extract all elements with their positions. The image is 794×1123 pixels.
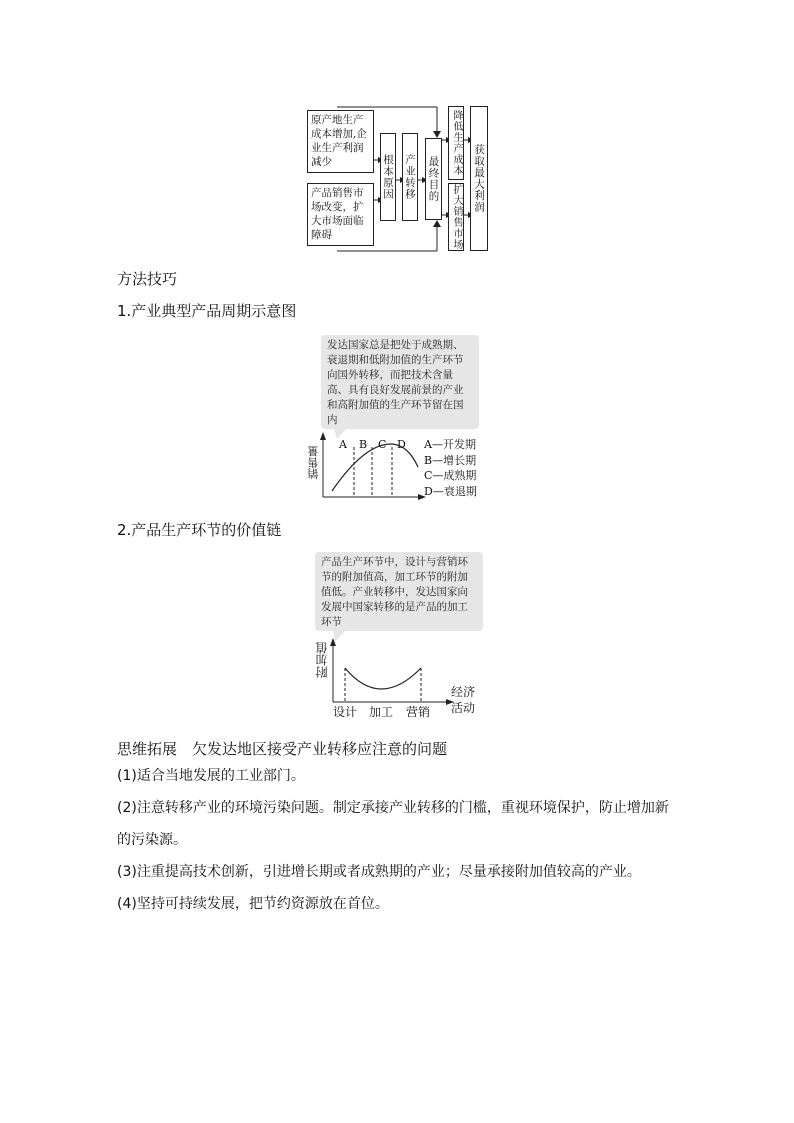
cause-market-text: 产品销售市场改变，扩大市场面临障碍 — [311, 187, 364, 241]
valuechain-figure — [305, 550, 495, 722]
reduce-cost-box — [448, 106, 464, 180]
expand-market-text: 扩大销售市场 — [451, 184, 462, 250]
phase-label-c: C — [378, 438, 387, 451]
thinking-item: (3)注重提高技术创新，引进增长期或者成熟期的产业；尽量承接附加值较高的产业。 — [117, 864, 641, 880]
section-methods-heading: 方法技巧 — [117, 270, 178, 288]
thinking-list — [117, 760, 682, 920]
x-tick-processing: 加工 — [369, 705, 394, 719]
x-label-line1: 经济 — [451, 685, 476, 699]
lifecycle-figure — [290, 333, 500, 503]
final-purpose-text: 最终目的 — [427, 156, 440, 202]
valuechain-y-label: 附加值 — [315, 642, 329, 678]
valuechain-callout-text: 产品生产环节中，设计与营销环节的附加值高，加工环节的附加值低。产业转移中，发达国家向发展中国家转移的是产品的加工环节 — [321, 556, 468, 628]
legend-item: C—成熟期 — [424, 469, 477, 482]
x-tick-design: 设计 — [333, 705, 358, 719]
phase-label-b: B — [359, 438, 368, 451]
root-cause-text: 根本原因 — [382, 154, 394, 200]
legend-item: D—衰退期 — [424, 484, 477, 498]
industry-transfer-box — [402, 133, 418, 221]
industry-transfer-text: 产业转移 — [404, 154, 416, 200]
phase-label-a: A — [339, 438, 347, 451]
root-cause-box — [380, 133, 396, 221]
thinking-title: 思维拓展 欠发达地区接受产业转移应注意的问题 — [117, 740, 448, 758]
reduce-cost-text: 降低生产成本 — [451, 110, 462, 176]
lifecycle-y-label: 销售量 — [307, 446, 320, 479]
thinking-item: (1)适合当地发展的工业部门。 — [117, 768, 305, 784]
max-profit-text: 获取最大利润 — [473, 144, 485, 213]
lifecycle-callout-text: 发达国家总是把处于成熟期、衰退期和低附加值的生产环节向国外转移，而把技术含量高、具有良好发展前景的产业和高附加值的生产环节留在国内 — [327, 339, 464, 426]
valuechain-x-label — [451, 684, 475, 716]
cause-cost-box — [307, 110, 374, 173]
cause-market-box — [307, 183, 374, 246]
x-tick-marketing: 营销 — [406, 705, 431, 719]
phase-label-d: D — [397, 438, 406, 451]
cause-cost-text: 原产地生产成本增加,企业生产利润减少 — [311, 114, 367, 168]
legend-item: A—开发期 — [424, 438, 476, 451]
item1-title: 1.产业典型产品周期示意图 — [117, 302, 297, 320]
lifecycle-legend — [424, 437, 477, 499]
thinking-item: (4)坚持可持续发展，把节约资源放在首位。 — [117, 896, 389, 912]
legend-item: B—增长期 — [424, 453, 477, 467]
thinking-item: (2)注意转移产业的环境污染问题。制定承接产业转移的门槛，重视环境保护，防止增加新的污染源。 — [117, 800, 669, 848]
x-label-line2: 活动 — [451, 701, 476, 715]
max-profit-box — [470, 106, 488, 251]
flow-diagram — [300, 100, 500, 260]
final-purpose-box — [425, 138, 442, 220]
item2-title: 2.产品生产环节的价值链 — [117, 521, 282, 539]
expand-market-box — [448, 183, 464, 251]
